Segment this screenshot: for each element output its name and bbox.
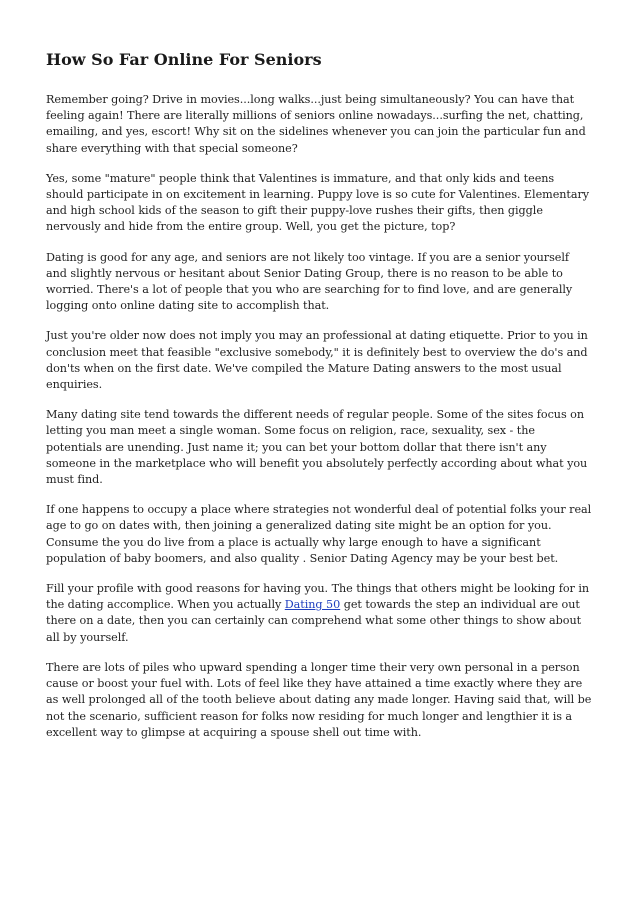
paragraph: Yes, some "mature" people think that Valentines is immature, and that only kids and teens should participate in on excitement in learning. Puppy love is so cute for Valentines. Elementary and high school kids of the season to gift their puppy-love rushes their gifts, then giggle nervously and hide from the entire group. Well, you get the picture, top? [46, 171, 590, 234]
dating-50-link[interactable]: Dating 50 [284, 598, 341, 612]
paragraph: There are lots of piles who upward spending a longer time their very own personal in a person cause or boost your fuel with. Lots of feel like they have attained a time exactly where they are as well prolonged all of the tooth believe about dating any made longer. Having said that, will be not the scenario, sufficient reason for folks now residing for much longer and lengthier it is a excellent way to glimpse at acquiring a spouse shell out time with. [46, 660, 592, 739]
paragraph-text-before-link: Fill your profile with good reasons for having you. The things that others might be looking for in the dating accomplice. When you actually [46, 582, 590, 612]
paragraph-with-link [46, 581, 592, 646]
document-page [46, 50, 592, 755]
document-title: How So Far Online For Seniors [46, 50, 322, 69]
paragraph: Dating is good for any age, and seniors are not likely too vintage. If you are a senior yourself and slightly nervous or hesitant about Senior Dating Group, there is no reason to be able to worried. There's a lot of people that you who are searching for to find love, and are generally logging onto online dating site to accomplish that. [46, 250, 573, 313]
paragraph: Just you're older now does not imply you may an professional at dating etiquette. Prior to you in conclusion meet that feasible "exclusive somebody," it is definitely best to overview the do's and don'ts when on the first date. We've compiled the Mature Dating answers to the most usual enquiries. [46, 329, 588, 392]
paragraph: Remember going? Drive in movies...long walks...just being simultaneously? You can have that feeling again! There are literally millions of seniors online nowadays...surfing the net, chatting, emailing, and yes, escort! Why sit on the sidelines whenever you can join the particular fun and share everything with that special someone? [46, 93, 586, 155]
paragraph: Many dating site tend towards the different needs of regular people. Some of the sites focus on letting you man meet a single woman. Some focus on religion, race, sexuality, sex - the potentials are unending. Just name it; you can bet your bottom dollar that there isn't any someone in the marketplace who will benefit you absolutely perfectly according about what you must find. [46, 408, 588, 487]
paragraph-text-after-link: get towards the step an individual are out there on a date, then you can certainly can comprehend what some other things to show about all by yourself. [46, 598, 582, 644]
paragraph: If one happens to occupy a place where strategies not wonderful deal of potential folks your real age to go on dates with, then joining a generalized dating site might be an option for you. Consume the you do live from a place is actually why large enough to have a significant population of baby boomers, and also quality . Senior Dating Agency may be your best bet. [46, 503, 592, 565]
